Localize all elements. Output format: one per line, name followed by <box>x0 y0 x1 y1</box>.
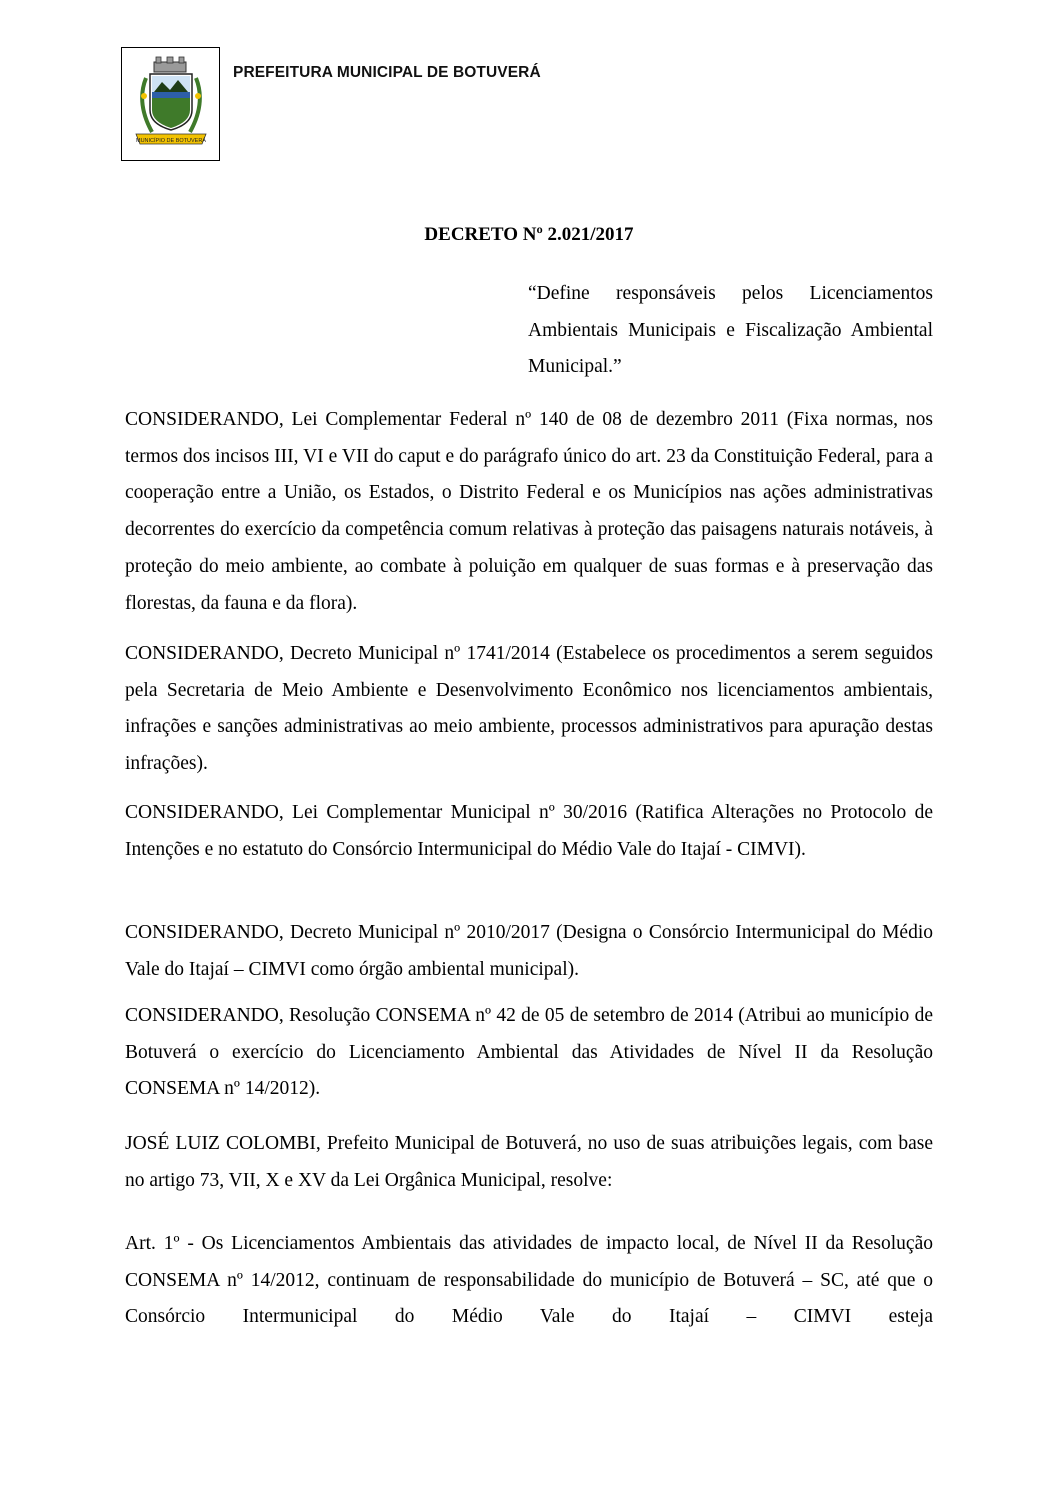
considering-paragraph-4: CONSIDERANDO, Decreto Municipal nº 2010/2017 (Designa o Consórcio Intermunicipal do Médio Vale do Itajaí – CIMVI como órgão ambiental municipal). <box>125 922 933 980</box>
institution-name: PREFEITURA MUNICIPAL DE BOTUVERÁ <box>233 64 541 81</box>
considering-paragraph-1: CONSIDERANDO, Lei Complementar Federal nº 140 de 08 de dezembro 2011 (Fixa normas, nos termos dos incisos III, VI e VII do caput e do parágrafo único do art. 23 da Constituição Federal, para a cooperação entre a União, os Estados, o Distrito Federal e os Municípios nas ações administrativas decorrentes do exercício da competência comum relativas à proteção das paisagens naturais notáveis, à proteção do meio ambiente, ao combate à poluição em qualquer de suas formas e à preservação das florestas, da fauna e da flora). <box>125 409 933 614</box>
considering-paragraph-3: CONSIDERANDO, Lei Complementar Municipal nº 30/2016 (Ratifica Alterações no Protocolo de Intenções e no estatuto do Consórcio Intermunicipal do Médio Vale do Itajaí - CIMVI). <box>125 802 933 860</box>
decree-summary: “Define responsáveis pelos Licenciamentos Ambientais Municipais e Fiscalização Ambiental Municipal.” <box>528 283 933 377</box>
resolve-paragraph: JOSÉ LUIZ COLOMBI, Prefeito Municipal de Botuverá, no uso de suas atribuições legais, com base no artigo 73, VII, X e XV da Lei Orgânica Municipal, resolve: <box>125 1133 933 1191</box>
considering-paragraph-5: CONSIDERANDO, Resolução CONSEMA nº 42 de 05 de setembro de 2014 (Atribui ao município de Botuverá o exercício do Licenciamento Ambiental das Atividades de Nível II da Resolução CONSEMA nº 14/2012). <box>125 1005 933 1100</box>
municipal-logo <box>121 47 220 161</box>
decree-title: DECRETO Nº 2.021/2017 <box>424 224 634 245</box>
considering-paragraph-2: CONSIDERANDO, Decreto Municipal nº 1741/2014 (Estabelece os procedimentos a serem seguidos pela Secretaria de Meio Ambiente e Desenvolvimento Econômico nos licenciamentos ambientais, infrações e sanções administrativas ao meio ambiente, processos administrativos para apuração destas infrações). <box>125 643 933 775</box>
coat-of-arms-icon <box>122 48 221 162</box>
article-1-paragraph: Art. 1º - Os Licenciamentos Ambientais das atividades de impacto local, de Nível II da Resolução CONSEMA nº 14/2012, continuam de responsabilidade do município de Botuverá – SC, até que o Consórcio Intermunicipal do Médio Vale do Itajaí – CIMVI esteja <box>125 1233 933 1328</box>
logo-banner-text: MUNICÍPIO DE BOTUVERÁ <box>136 138 206 144</box>
